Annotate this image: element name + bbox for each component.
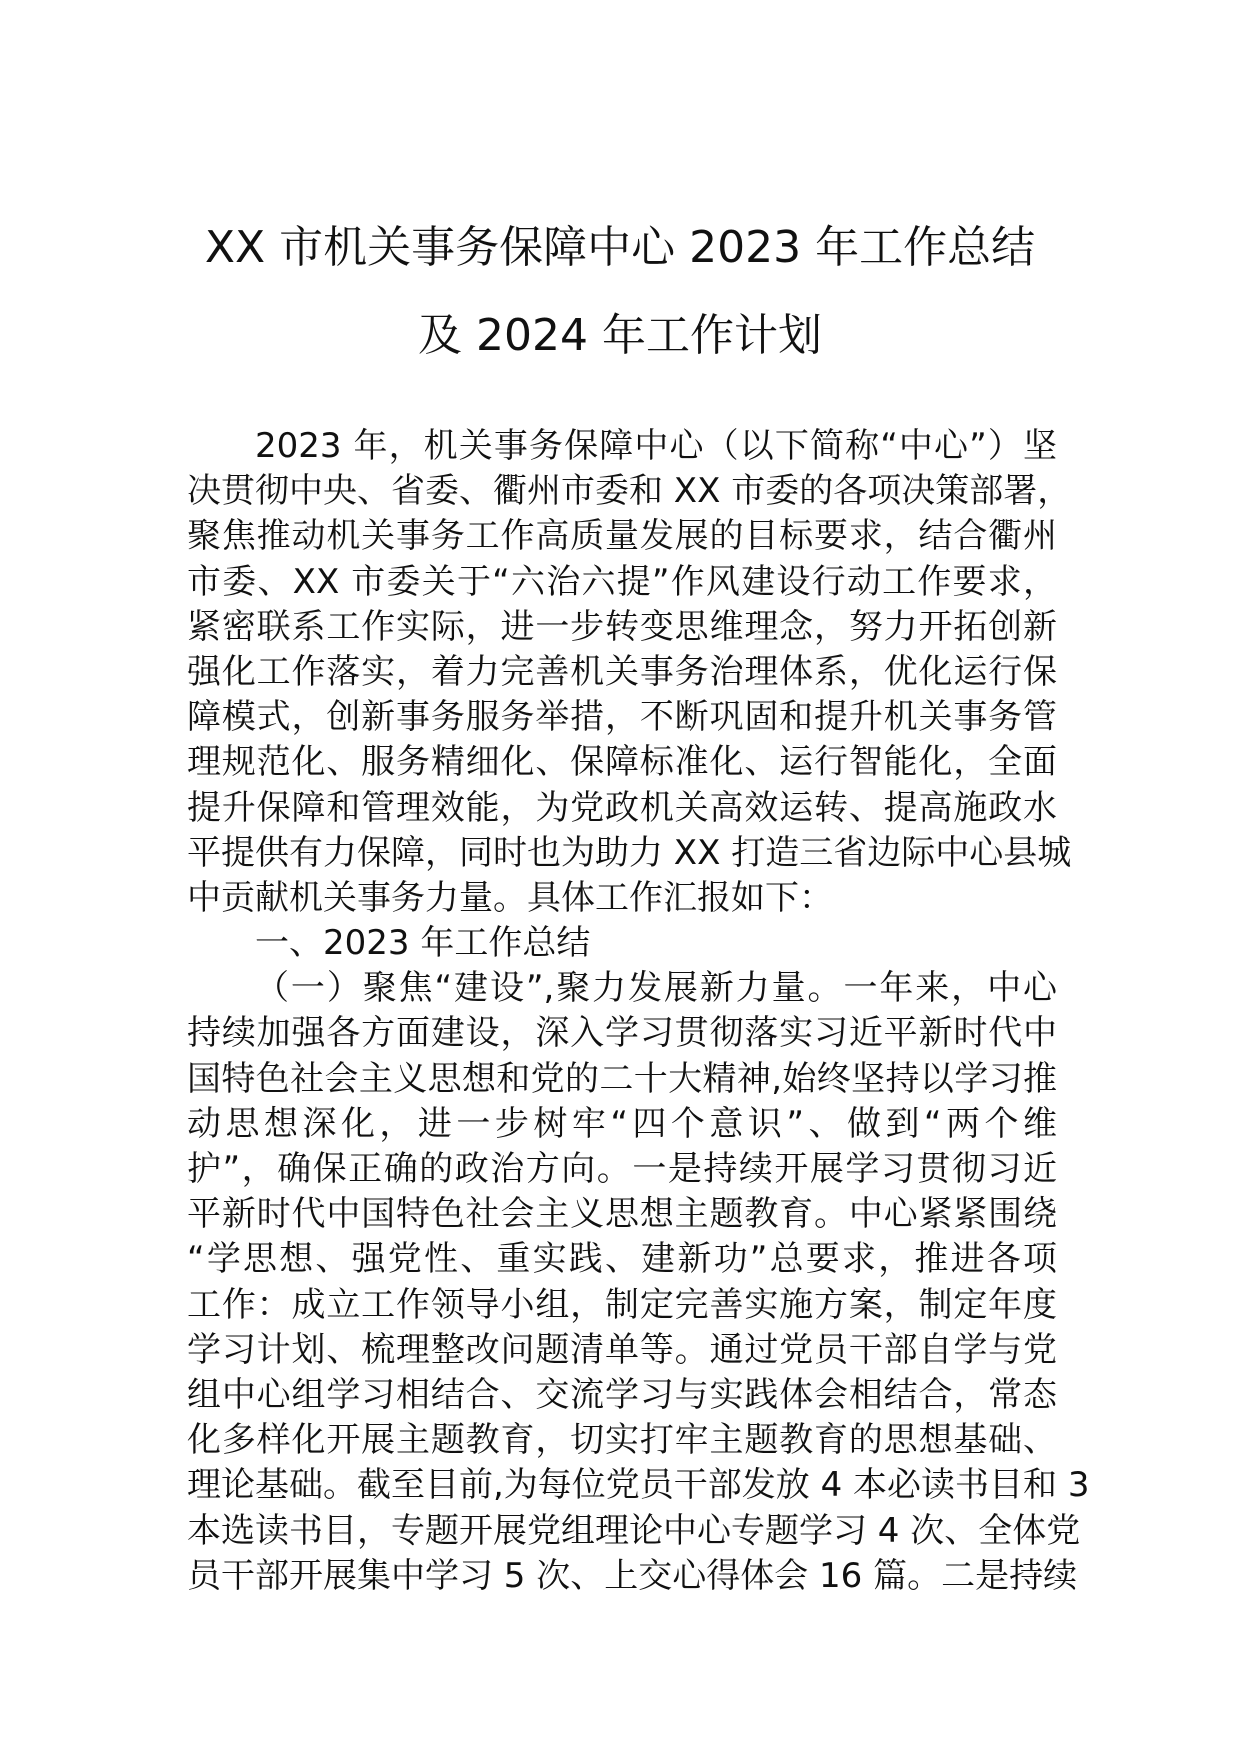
body-line: 理论基础。截至目前,为每位党员干部发放 4 本必读书目和 3 <box>187 1465 1090 1506</box>
body-line: 决贯彻中央、省委、衢州市委和 XX 市委的各项决策部署， <box>187 471 1072 512</box>
body-line: 中贡献机关事务力量。具体工作汇报如下： <box>187 877 833 918</box>
body-line: 组中心组学习相结合、交流学习与实践体会相结合，常态 <box>187 1374 1057 1415</box>
document-title-line-2: 及 2024 年工作计划 <box>418 310 822 361</box>
body-line: 2023 年，机关事务保障中心（以下简称“中心”）坚 <box>255 426 1057 466</box>
document-body <box>187 424 1090 1599</box>
subsection-line: （一）聚焦“建设”,聚力发展新力量。一年来，中心 <box>255 968 1057 1009</box>
body-line: 工作：成立工作领导小组，制定完善实施方案，制定年度 <box>187 1284 1057 1325</box>
body-line: 聚焦推动机关事务工作高质量发展的目标要求，结合衢州 <box>187 516 1057 557</box>
body-line: “学思想、强党性、重实践、建新功”总要求，推进各项 <box>187 1239 1057 1280</box>
document-title-line-1: XX 市机关事务保障中心 2023 年工作总结 <box>204 222 1036 273</box>
body-line: 市委、XX 市委关于“六治六提”作风建设行动工作要求， <box>187 561 1057 602</box>
body-line: 本选读书目，专题开展党组理论中心专题学习 4 次、全体党 <box>187 1510 1081 1551</box>
body-line: 强化工作落实，着力完善机关事务治理体系，优化运行保 <box>187 651 1057 692</box>
body-line: 动思想深化，进一步树牢“四个意识”、做到“两个维 <box>187 1103 1057 1144</box>
body-line: 理规范化、服务精细化、保障标准化、运行智能化，全面 <box>187 742 1057 783</box>
body-line: 化多样化开展主题教育，切实打牢主题教育的思想基础、 <box>187 1420 1057 1461</box>
body-line: 障模式，创新事务服务举措，不断巩固和提升机关事务管 <box>187 697 1057 738</box>
body-line: 紧密联系工作实际，进一步转变思维理念，努力开拓创新 <box>187 606 1057 647</box>
body-line: 平提供有力保障，同时也为助力 XX 打造三省边际中心县城 <box>187 832 1072 873</box>
body-line: 学习计划、梳理整改问题清单等。通过党员干部自学与党 <box>187 1329 1057 1370</box>
body-line: 持续加强各方面建设，深入学习贯彻落实习近平新时代中 <box>187 1013 1057 1054</box>
body-line: 员干部开展集中学习 5 次、上交心得体会 16 篇。二是持续 <box>187 1555 1078 1596</box>
body-line: 国特色社会主义思想和党的二十大精神,始终坚持以学习推 <box>187 1058 1057 1099</box>
section-heading: 一、2023 年工作总结 <box>255 923 591 964</box>
body-line: 提升保障和管理效能，为党政机关高效运转、提高施政水 <box>187 787 1057 828</box>
body-line: 护”，确保正确的政治方向。一是持续开展学习贯彻习近 <box>187 1149 1057 1189</box>
body-line: 平新时代中国特色社会主义思想主题教育。中心紧紧围绕 <box>187 1194 1057 1235</box>
